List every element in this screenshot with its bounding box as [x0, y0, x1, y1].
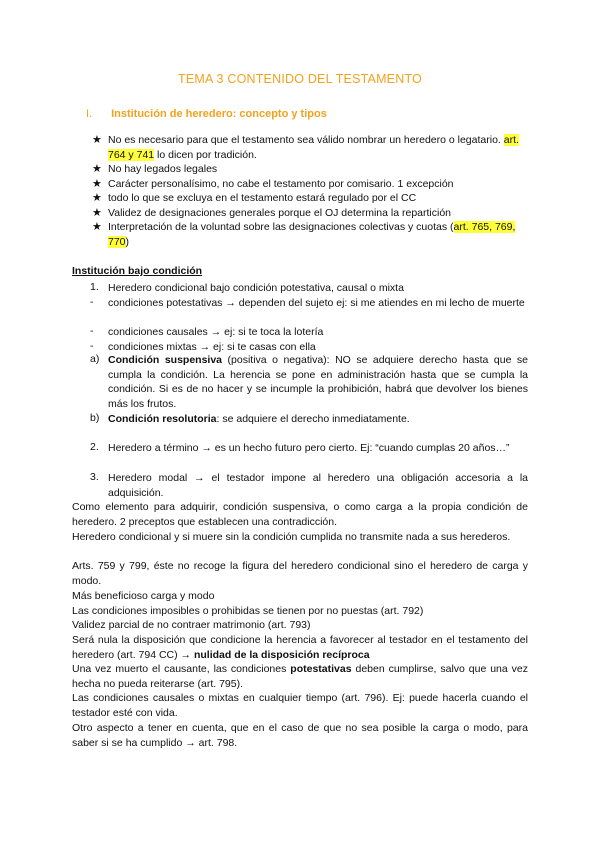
section-number: I.: [86, 108, 93, 120]
article-highlight: art. 765, 769, 770: [108, 221, 516, 248]
paragraph: Heredero condicional y si muere sin la condición cumplida no transmite nada a sus herederos.: [72, 531, 511, 543]
paragraph: Otro aspecto a tener en cuenta, que en el caso de que no sea posible la carga o modo, para saber si se ha cumplido → art. 798.: [72, 722, 528, 749]
list-item: ★ No hay legados legales: [92, 163, 218, 175]
bullet-list: [92, 133, 532, 249]
list-item: ★ No es necesario para que el testamento sea válido nombrar un heredero o legatario. art. 764 y 741 lo dicen por tradición.: [92, 134, 519, 161]
list-item: ★ todo lo que se excluya en el testamento estará regulado por el CC: [92, 192, 417, 204]
star-icon: ★: [92, 163, 102, 175]
paragraph: Las condiciones causales o mixtas en cualquier tiempo (art. 796). Ej: puede hacerla cuando el testador esté con vida.: [72, 692, 528, 719]
star-icon: ★: [92, 221, 102, 233]
list-item: ★ Interpretación de la voluntad sobre las designaciones colectivas y cuotas (art. 765, 769, 770): [92, 221, 516, 248]
paragraph: Una vez muerto el causante, las condiciones potestativas deben cumplirse, salvo que una vez hecha no pueda reiterarse (art. 795).: [72, 663, 528, 690]
subheading: Institución bajo condición: [72, 265, 203, 277]
article-highlight: art. 764 y 741: [108, 134, 519, 161]
list-item: ★ Carácter personalísimo, no cabe el testamento por comisario. 1 excepción: [92, 177, 454, 190]
section-label: Institución de heredero: concepto y tipos: [111, 108, 327, 120]
paragraph: Validez parcial de no contraer matrimonio (art. 793): [72, 619, 311, 631]
paragraph: Será nula la disposición que condicione la herencia a favorecer al testador en el testamento del heredero (art. 794 CC) → nulidad de la disposición recíproca: [72, 634, 528, 661]
list-item: ★ Validez de designaciones generales porque el OJ determina la repartición: [92, 206, 452, 219]
paragraph: Más beneficioso carga y modo: [72, 590, 215, 602]
star-icon: ★: [92, 177, 102, 190]
paragraph: Arts. 759 y 799, éste no recoge la figura del heredero condicional sino el heredero de carga y modo.: [72, 560, 528, 587]
star-icon: ★: [92, 206, 102, 219]
section-heading: [86, 108, 327, 120]
paragraph: Las condiciones imposibles o prohibidas se tienen por no puestas (art. 792): [72, 605, 424, 617]
paragraph: Como elemento para adquirir, condición suspensiva, o como carga a la propia condición de heredero. 2 preceptos que establecen una contradicción.: [72, 501, 528, 528]
star-icon: ★: [92, 134, 102, 146]
star-icon: ★: [92, 192, 102, 204]
page-title: TEMA 3 CONTENIDO DEL TESTAMENTO: [178, 72, 422, 86]
